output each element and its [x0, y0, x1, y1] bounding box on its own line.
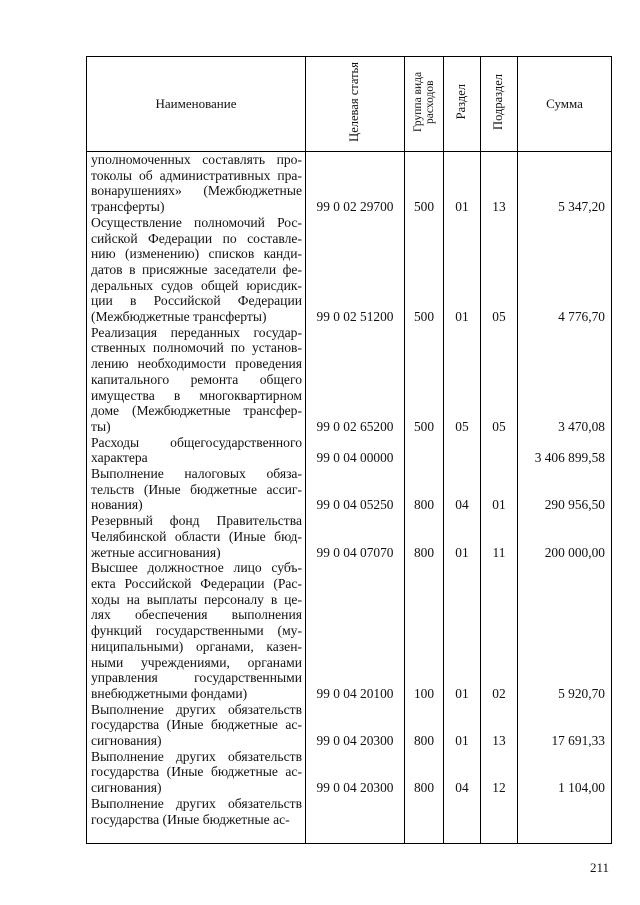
row-name [87, 325, 305, 435]
row-name-line: государства (Иные бюджетные ас- [91, 811, 290, 827]
row-name-line: доме (Межбюджетные трансфер- [91, 403, 302, 419]
row-name-line: имущества в многоквартирном [91, 387, 302, 403]
row-code-value: 99 0 04 00000 [316, 450, 394, 466]
row-name-line: управления государственными [91, 670, 302, 686]
sum-column [518, 152, 612, 844]
row-code-value: 99 0 04 20300 [316, 732, 394, 748]
row-name [87, 152, 305, 215]
row-section-value: 01 [455, 732, 469, 748]
row-code-value: 99 0 02 51200 [316, 309, 394, 324]
expense-group-column [405, 152, 444, 844]
row-group-value: 500 [413, 199, 435, 215]
page-number: 211 [590, 860, 610, 875]
header-subsection: Подраздел [481, 57, 518, 152]
row-name [87, 215, 305, 325]
section-column [444, 152, 481, 844]
budget-table [86, 56, 612, 844]
row-group-value: 800 [413, 544, 435, 560]
row-name-line: Реализация переданных государ- [91, 324, 302, 340]
row-name-line: Выполнение других обязательств [91, 748, 302, 764]
row-name-line: лях обеспечения выполнения [91, 607, 302, 623]
row-section-value: 04 [455, 780, 469, 795]
row-subsection-value: 11 [492, 544, 506, 560]
row-name-line: Челябинской области (Иные бюд- [91, 528, 302, 544]
row-name-line: лению необходимости проведения [91, 356, 302, 372]
row-subsection-value: 02 [492, 685, 506, 701]
row-section-value: 01 [455, 544, 469, 560]
row-name-line: ными учреждениями, органами [91, 654, 302, 670]
subsection-column [481, 152, 518, 844]
target-article-column [306, 152, 405, 844]
row-name-line: екта Российской Федерации (Рас- [91, 575, 302, 591]
header-name: Наименование [87, 57, 306, 152]
row-code-value: 99 0 04 20100 [316, 685, 394, 701]
header-target-article: Целевая статья [306, 57, 405, 152]
row-name-line: нования) [91, 497, 143, 513]
row-sum-value: 200 000,00 [544, 544, 605, 560]
table-header-row [87, 57, 612, 152]
row-subsection-value: 05 [492, 418, 506, 434]
row-name-line: сийской Федерации по составле- [91, 230, 302, 246]
row-group-value: 800 [413, 497, 435, 513]
row-subsection-value: 05 [492, 309, 506, 324]
row-code-value: 99 0 04 07070 [316, 544, 394, 560]
row-name-line: государства (Иные бюджетные ас- [91, 717, 302, 733]
row-subsection-value: 13 [492, 732, 506, 748]
row-name-line: ственных полномочий по установ- [91, 340, 302, 356]
row-group-value: 500 [413, 418, 435, 434]
row-subsection-value: 12 [492, 780, 506, 795]
row-sum-value: 4 776,70 [558, 309, 605, 324]
row-name-line: Выполнение других обязательств [91, 701, 302, 717]
row-name-line: Расходы общегосударственного [91, 434, 302, 450]
row-name-line: ниципальными) органами, казен- [91, 638, 302, 654]
row-name [87, 513, 305, 560]
row-name-line: ходы на выплаты персоналу в це- [91, 591, 302, 607]
row-sum-value: 5 347,20 [558, 199, 605, 215]
row-name-line: Осуществление полномочий Рос- [91, 214, 302, 230]
row-name [87, 749, 305, 796]
row-name-line: Высшее должностное лицо субъ- [91, 560, 302, 576]
row-group-value: 100 [413, 685, 435, 701]
row-name-line: жетные ассигнования) [91, 544, 221, 560]
row-name-line: вонарушениях» (Межбюджетные [91, 183, 302, 199]
row-section-value: 05 [455, 418, 469, 434]
row-sum-value: 3 406 899,58 [534, 450, 605, 466]
row-name-line: токолы об административных пра- [91, 167, 302, 183]
row-name-line: функций государственными (му- [91, 623, 302, 639]
header-sum: Сумма [518, 57, 612, 152]
row-name [87, 435, 305, 466]
row-name-line: трансферты) [91, 199, 165, 215]
row-subsection-value: 01 [492, 497, 506, 513]
row-name-line: государства (Иные бюджетные ас- [91, 764, 302, 780]
row-name-line: Выполнение налоговых обяза- [91, 466, 302, 482]
row-name-line: сигнования) [91, 780, 162, 796]
row-sum-value: 17 691,33 [551, 732, 605, 748]
row-group-value: 800 [413, 780, 435, 795]
row-group-value: 800 [413, 732, 435, 748]
row-section-value: 01 [455, 309, 469, 324]
row-name-line: капитального ремонта общего [91, 371, 302, 387]
row-code-value: 99 0 04 20300 [316, 780, 394, 795]
row-group-value: 500 [413, 309, 435, 324]
row-name-line: деральных судов общей юрисдик- [91, 277, 302, 293]
row-name [87, 560, 305, 701]
row-code-value: 99 0 02 65200 [316, 418, 394, 434]
row-sum-value: 5 920,70 [558, 685, 605, 701]
row-name-line: датов в присяжные заседатели фе- [91, 261, 302, 277]
row-name-line: ты) [91, 418, 111, 434]
row-code-value: 99 0 02 29700 [316, 199, 394, 215]
row-name-line: тельств (Иные бюджетные ассиг- [91, 481, 302, 497]
row-section-value: 01 [455, 199, 469, 215]
row-name-line: (Межбюджетные трансферты) [91, 309, 267, 325]
row-name-line: характера [91, 450, 148, 466]
row-name-line: внебюджетными фондами) [91, 685, 248, 701]
row-sum-value: 3 470,08 [558, 418, 605, 434]
row-name-line: сигнования) [91, 733, 162, 749]
row-name [87, 796, 305, 827]
name-column [87, 152, 306, 844]
header-expense-group: Группа вида расходов [405, 57, 444, 152]
row-section-value: 04 [455, 497, 469, 513]
row-sum-value: 1 104,00 [558, 780, 605, 795]
row-name-line: уполномоченных составлять про- [91, 152, 302, 167]
row-name-line: нию (изменению) списков канди- [91, 246, 302, 262]
row-name-line: Выполнение других обязательств [91, 795, 302, 811]
row-sum-value: 290 956,50 [544, 497, 605, 513]
row-code-value: 99 0 04 05250 [316, 497, 394, 513]
row-name [87, 466, 305, 513]
header-section: Раздел [444, 57, 481, 152]
row-name-line: ции в Российской Федерации [91, 293, 302, 309]
row-name-line: Резервный фонд Правительства [91, 513, 302, 529]
table-body-row [87, 152, 612, 844]
row-section-value: 01 [455, 685, 469, 701]
row-name [87, 702, 305, 749]
row-subsection-value: 13 [492, 199, 506, 215]
